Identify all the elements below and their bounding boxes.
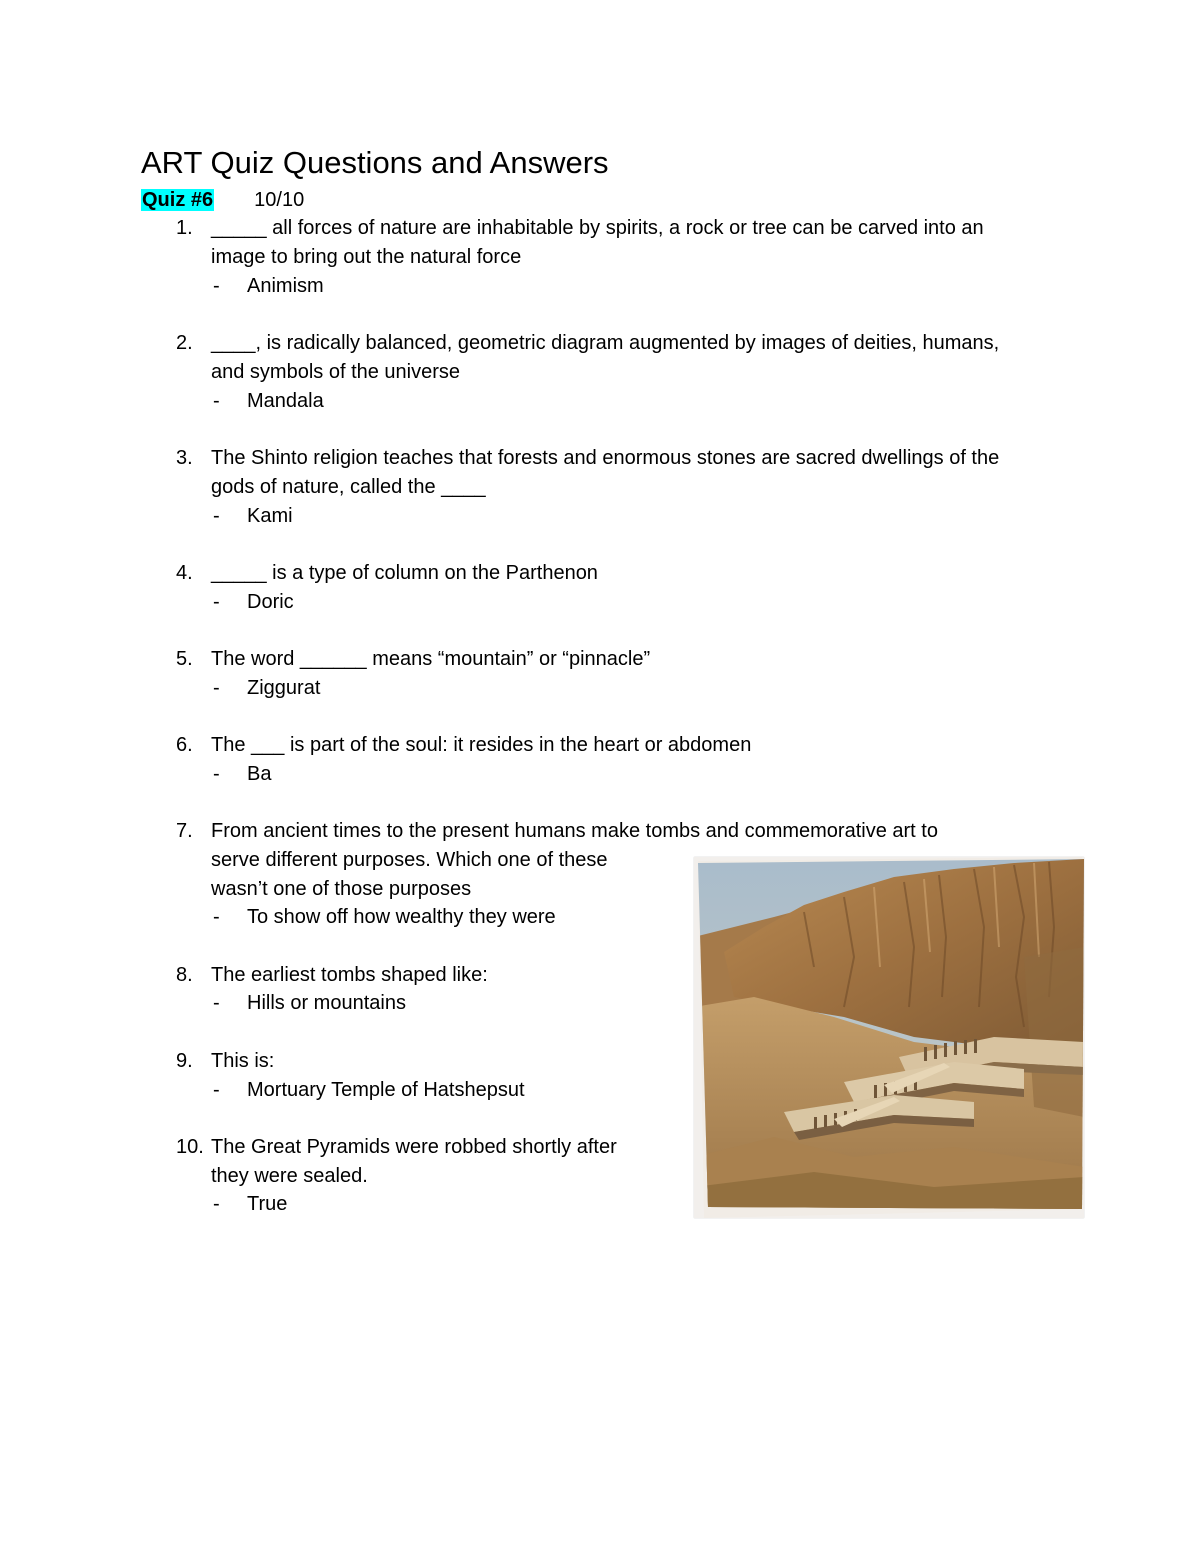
- question-text-line: wasn’t one of those purposes: [211, 878, 472, 900]
- quiz-header: [141, 186, 304, 214]
- temple-photo: [694, 857, 1084, 1218]
- question-number: 4.: [176, 562, 193, 584]
- answer-text: Hills or mountains: [247, 992, 406, 1014]
- question-text-line: gods of nature, called the ____: [211, 476, 486, 498]
- answer-text: Ba: [247, 763, 272, 785]
- question-text-line: The word ______ means “mountain” or “pinnacle”: [211, 648, 651, 670]
- answer-dash: -: [213, 992, 220, 1014]
- question-text-line: The earliest tombs shaped like:: [211, 964, 488, 986]
- answer-dash: -: [213, 591, 220, 613]
- answer-dash: -: [213, 275, 220, 297]
- answer-dash: -: [213, 677, 220, 699]
- question-number: 9.: [176, 1050, 193, 1072]
- question-number: 3.: [176, 447, 193, 469]
- question-text-line: _____ all forces of nature are inhabitable by spirits, a rock or tree can be carved into an: [211, 217, 984, 239]
- answer-dash: -: [213, 906, 220, 928]
- quiz-score: 10/10: [254, 189, 305, 211]
- quiz-label: Quiz #6: [142, 189, 214, 211]
- question-text-line: ____, is radically balanced, geometric diagram augmented by images of deities, humans,: [211, 332, 1000, 354]
- question-number: 1.: [176, 217, 193, 239]
- question-text-line: _____ is a type of column on the Parthenon: [211, 562, 598, 584]
- question-text-line: The Shinto religion teaches that forests and enormous stones are sacred dwellings of the: [211, 447, 1000, 469]
- answer-text: Doric: [247, 591, 294, 613]
- question-text-line: and symbols of the universe: [211, 361, 461, 383]
- question-number: 2.: [176, 332, 193, 354]
- answer-text: True: [247, 1193, 288, 1215]
- answer-text: Kami: [247, 505, 293, 527]
- temple-photo-illustration: [694, 857, 1084, 1218]
- answer-text: Animism: [247, 275, 324, 297]
- question-text-line: The Great Pyramids were robbed shortly after: [211, 1136, 617, 1158]
- answer-dash: -: [213, 390, 220, 412]
- question-number: 8.: [176, 964, 193, 986]
- question-number: 6.: [176, 734, 193, 756]
- question-text-line: image to bring out the natural force: [211, 246, 522, 268]
- answer-text: Mandala: [247, 390, 324, 412]
- question-text-line: they were sealed.: [211, 1165, 368, 1187]
- answer-text: Mortuary Temple of Hatshepsut: [247, 1079, 525, 1101]
- document-title: ART Quiz Questions and Answers: [141, 145, 609, 180]
- question-number: 7.: [176, 820, 193, 842]
- answer-text: Ziggurat: [247, 677, 321, 699]
- answer-text: To show off how wealthy they were: [247, 906, 556, 928]
- question-text-line: From ancient times to the present humans make tombs and commemorative art to: [211, 820, 938, 842]
- question-text-line: This is:: [211, 1050, 275, 1072]
- question-number: 5.: [176, 648, 193, 670]
- question-text-line: The ___ is part of the soul: it resides in the heart or abdomen: [211, 734, 752, 756]
- answer-dash: -: [213, 763, 220, 785]
- answer-dash: -: [213, 505, 220, 527]
- question-text-line: serve different purposes. Which one of these: [211, 849, 608, 871]
- answer-dash: -: [213, 1193, 220, 1215]
- question-number: 10.: [176, 1136, 204, 1158]
- answer-dash: -: [213, 1079, 220, 1101]
